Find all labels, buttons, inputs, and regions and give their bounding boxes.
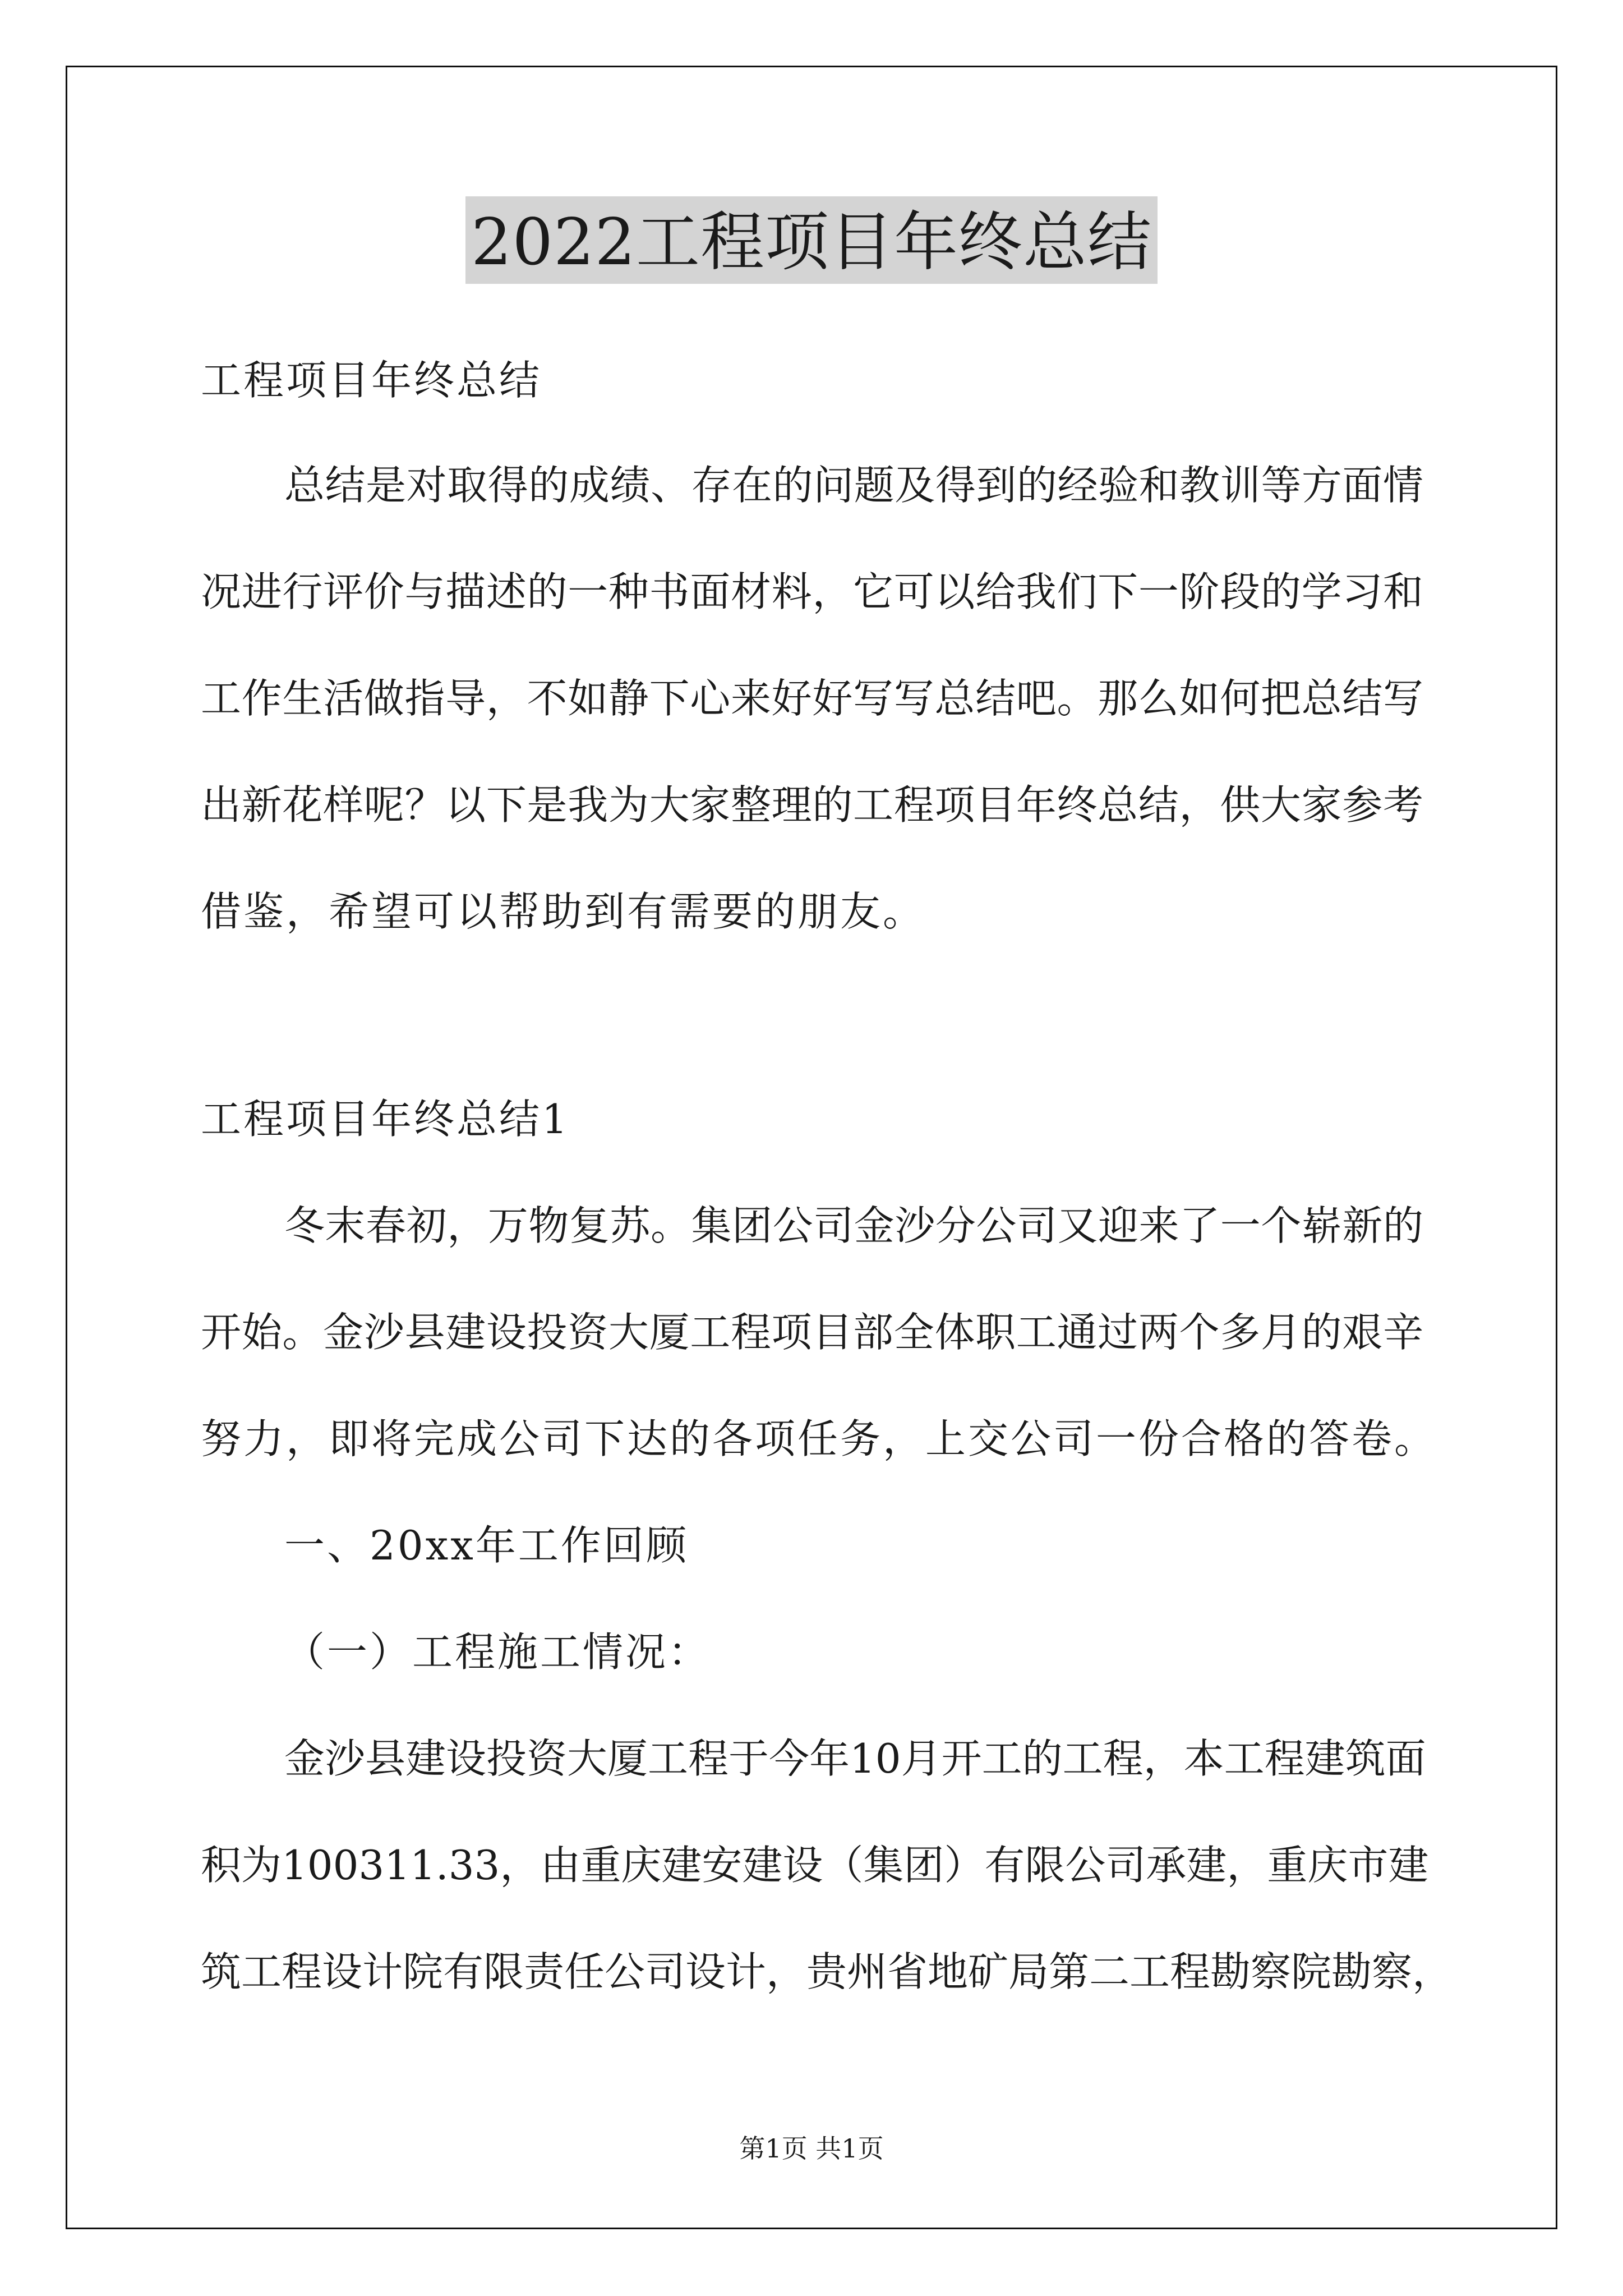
document-subtitle: 工程项目年终总结 xyxy=(201,357,542,404)
intro-line: 工作生活做指导，不如静下心来好好写写总结吧。那么如何把总结写 xyxy=(201,675,1423,722)
document-title: 2022工程项目年终总结 xyxy=(465,196,1158,284)
intro-line: 借鉴，希望可以帮助到有需要的朋友。 xyxy=(201,888,926,935)
title-container xyxy=(0,196,1623,284)
page-footer: 第1页 共1页 xyxy=(739,2133,884,2164)
section1-line: 努力，即将完成公司下达的各项任务，上交公司一份合格的答卷。 xyxy=(201,1415,1437,1462)
intro-line: 总结是对取得的成绩、存在的问题及得到的经验和教训等方面情 xyxy=(284,462,1423,509)
section1-line: 冬末春初，万物复苏。集团公司金沙分公司又迎来了一个崭新的 xyxy=(284,1202,1423,1249)
intro-line: 况进行评价与描述的一种书面材料，它可以给我们下一阶段的学习和 xyxy=(201,568,1423,615)
construction-heading: （一）工程施工情况： xyxy=(284,1628,711,1676)
construction-line: 积为100311.33，由重庆建安建设（集团）有限公司承建，重庆市建 xyxy=(201,1842,1429,1889)
construction-line: 筑工程设计院有限责任公司设计，贵州省地矿局第二工程勘察院勘察， xyxy=(201,1948,1453,1995)
intro-line: 出新花样呢？以下是我为大家整理的工程项目年终总结，供大家参考 xyxy=(201,781,1423,829)
review-heading: 一、20xx年工作回顾 xyxy=(284,1522,689,1569)
construction-line: 金沙县建设投资大厦工程于今年10月开工的工程，本工程建筑面 xyxy=(284,1735,1426,1782)
section1-line: 开始。金沙县建设投资大厦工程项目部全体职工通过两个多月的艰辛 xyxy=(201,1309,1423,1356)
section-heading: 工程项目年终总结1 xyxy=(201,1096,570,1143)
